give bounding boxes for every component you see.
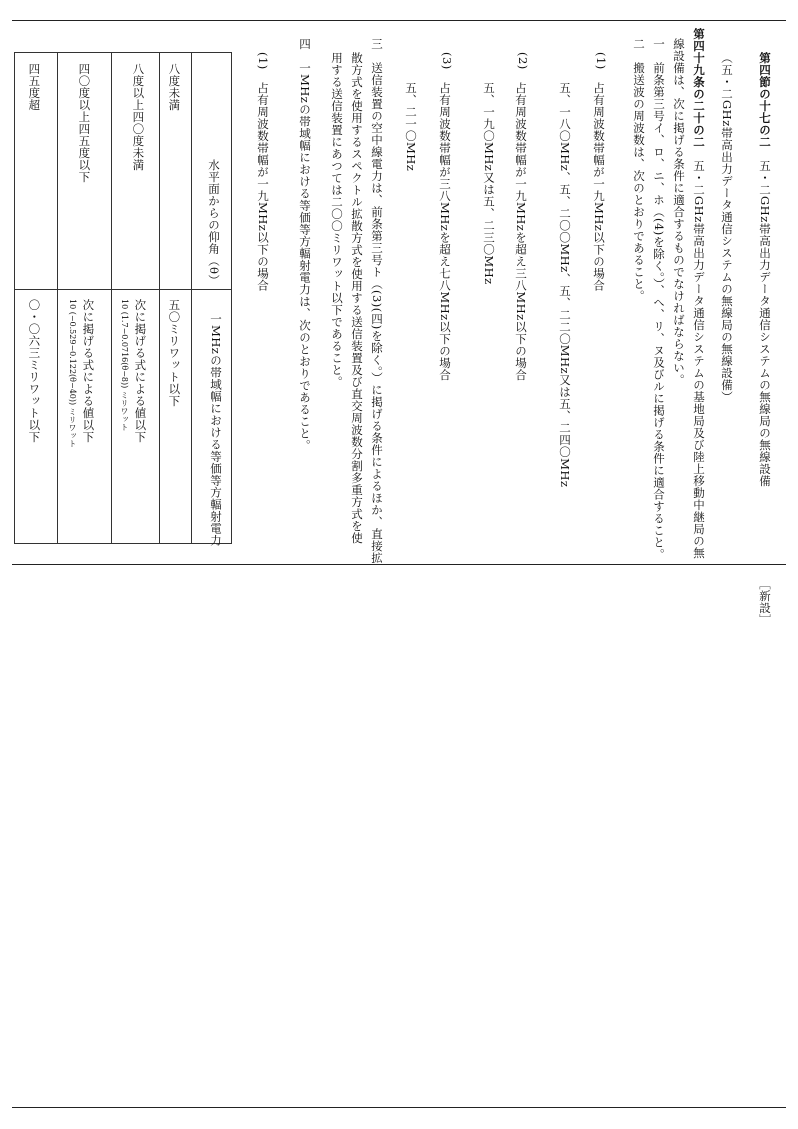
table-col-line (191, 53, 192, 543)
table-row-angle: 八度以上四〇度未満 (131, 63, 146, 171)
sub-3-text: 占有周波数帯幅が三八MHzを超え七八MHz以下の場合 (438, 82, 452, 381)
article-lead-2: 線設備は、次に掲げる条件に適合するものでなければならない。 (672, 38, 686, 386)
item-3-line-2: 散方式を使用するスペクトル拡散方式を使用する送信装置及び直交周波数分割多重方式を使 (350, 52, 364, 544)
caption: （五・二GHz帯高出力データ通信システムの無線局の無線設備） (720, 52, 734, 403)
table-row-power: 〇・〇六三ミリワット以下 (27, 299, 42, 443)
bottom-rule (12, 1107, 786, 1108)
article-label: 第四十九条の二十の二 (692, 28, 706, 148)
sub-1-label: (1) (594, 52, 608, 70)
section-title: 五・二GHz帯高出力データ通信システムの無線局の無線設備 (758, 160, 772, 487)
table-col-line (159, 53, 160, 543)
table-split-line (15, 289, 231, 290)
new-provision-note: ［新設］ (758, 578, 772, 626)
item-3-line-3: 用する送信装置にあつては二〇〇ミリワット以下であること。 (330, 52, 344, 388)
table-row-power: 次に掲げる式による値以下 (81, 299, 96, 443)
table-col-line (111, 53, 112, 543)
table-row-angle: 四五度超 (27, 63, 42, 111)
item-4-sub-text: 占有周波数帯幅が一九MHz以下の場合 (256, 82, 270, 292)
sub-2-text: 占有周波数帯幅が一九MHzを超え三八MHz以下の場合 (514, 82, 528, 381)
table-row-formula: 10 (1.7−0.0716(θ−8)) ミリワット (120, 299, 129, 431)
article-lead-1: 五・二GHz帯高出力データ通信システムの基地局及び陸上移動中継局の無 (692, 160, 706, 559)
sub-3-values: 五、二一〇MHz (404, 82, 418, 172)
middle-rule (12, 564, 786, 565)
item-3-line-1: 三 送信装置の空中線電力は、前条第三号ト（(3)(四)を除く。）に掲げる条件によるほか、直接拡 (370, 38, 384, 565)
sub-3-label: (3) (440, 52, 454, 70)
table-col-line (57, 53, 58, 543)
table-row-angle: 四〇度以上四五度以下 (77, 63, 92, 183)
table-row-angle: 八度未満 (167, 63, 182, 111)
sub-1-text: 占有周波数帯幅が一九MHz以下の場合 (592, 82, 606, 292)
elevation-power-table (14, 52, 232, 547)
table-row-power: 五〇ミリワット以下 (167, 299, 182, 407)
table-header-power: 一MHzの帯域幅における等価等方輻射電力 (209, 313, 223, 547)
item-1: 一 前条第三号イ、ロ、ニ、ホ（(4)を除く。）、へ、リ、ヌ及びルに掲げる条件に適合すること。 (652, 38, 666, 561)
table-row-power: 次に掲げる式による値以下 (133, 299, 148, 443)
table-row-formula: 10 (−0.529−0.122(θ−40)) ミリワット (68, 299, 77, 448)
table-header-angle: 水平面からの仰角（θ） (207, 159, 221, 287)
item-4: 四 一MHzの帯域幅における等価等方輻射電力は、次のとおりであること。 (298, 38, 312, 452)
section-number: 第四節の十七の二 (758, 52, 772, 148)
sub-2-values: 五、一九〇MHz又は五、二三〇MHz (482, 82, 496, 285)
sub-2-label: (2) (516, 52, 530, 70)
item-2: 二 搬送波の周波数は、次のとおりであること。 (632, 38, 646, 302)
sub-1-values: 五、一八〇MHz、五、二〇〇MHz、五、二二〇MHz又は五、二四〇MHz (558, 82, 572, 488)
top-rule (12, 20, 786, 21)
item-4-sub-label: (1) (256, 52, 270, 70)
